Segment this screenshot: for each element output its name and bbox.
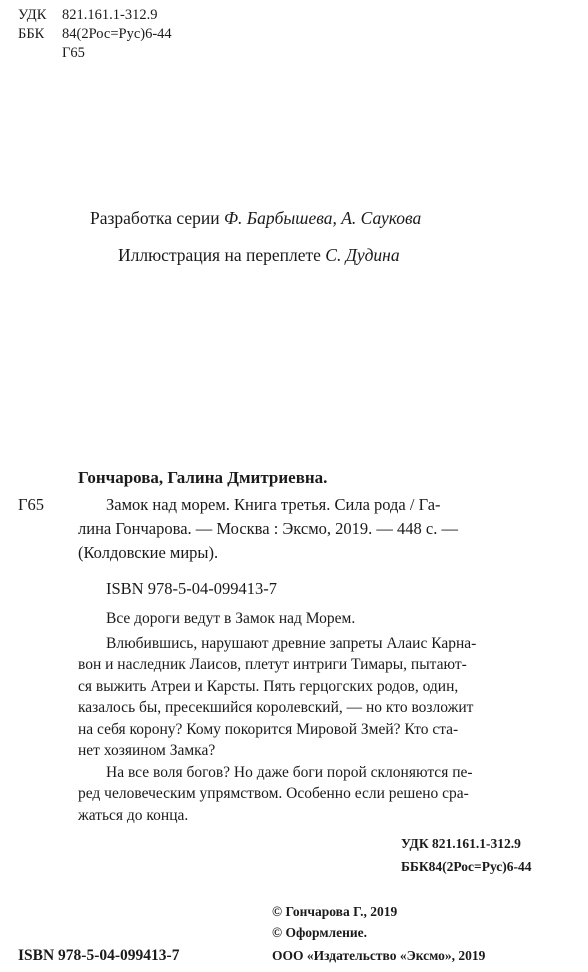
bbk-label: ББК	[18, 26, 45, 42]
annotation-p3-line: На все воля богов? Но даже боги порой склоняются пе-	[106, 764, 473, 781]
annotation-p3-line: ред человеческим упрямством. Особенно если решено сра-	[78, 785, 469, 803]
series-credit-prefix: Разработка серии	[90, 208, 224, 228]
catalog-author-heading: Гончарова, Галина Дмитриевна.	[78, 468, 328, 487]
copyright-author: © Гончарова Г., 2019	[272, 904, 398, 919]
annotation-p2-line: ся выжить Атреи и Карсты. Пять герцогских родов, один,	[78, 677, 459, 695]
annotation-paragraph-3	[78, 762, 570, 826]
annotation-p2-line: казалось бы, пресекшийся королевский, — но кто возложит	[78, 699, 474, 717]
copyright-publisher: ООО «Издательство «Эксмо», 2019	[272, 948, 486, 963]
udk-label: УДК	[18, 7, 47, 23]
series-credit	[90, 208, 421, 229]
udk-value: 821.161.1-312.9	[62, 7, 158, 23]
cover-credit	[118, 245, 400, 266]
bbk-repeat: ББК84(2Рос=Рус)6-44	[401, 859, 532, 874]
catalog-isbn: ISBN 978-5-04-099413-7	[106, 579, 277, 598]
bbk-value: 84(2Рос=Рус)6-44	[62, 26, 172, 42]
catalog-author-mark: Г65	[18, 495, 45, 514]
annotation-p2-line: на себя корону? Кому покорится Мировой Змей? Кто ста-	[78, 720, 459, 738]
copyright-design: © Оформление.	[272, 925, 368, 940]
annotation-p2-line: нет хозяином Замка?	[78, 742, 216, 760]
catalog-line-1: Замок над морем. Книга третья. Сила рода / Га-	[106, 495, 441, 514]
cover-credit-prefix: Иллюстрация на переплете	[118, 245, 326, 265]
catalog-line-3: (Колдовские миры).	[78, 543, 219, 562]
copyright-isbn: ISBN 978-5-04-099413-7	[18, 947, 180, 964]
annotation-p2-line: Влюбившись, нарушают древние запреты Алаис Карна-	[106, 635, 477, 652]
annotation-paragraph-2	[78, 633, 570, 761]
author-mark-top: Г65	[62, 45, 85, 61]
series-credit-names: Ф. Барбышева, А. Саукова	[223, 208, 422, 228]
catalog-line-2: лина Гончарова. — Москва : Эксмо, 2019. — 448 с. —	[78, 519, 458, 538]
annotation-p3-line: жаться до конца.	[78, 806, 189, 824]
cover-credit-name: С. Дудина	[325, 245, 400, 265]
annotation-paragraph-1: Все дороги ведут в Замок над Морем.	[106, 610, 356, 627]
udk-repeat: УДК 821.161.1-312.9	[401, 836, 521, 851]
annotation-p2-line: вон и наследник Лаисов, плетут интриги Тимары, пытают-	[78, 656, 467, 674]
